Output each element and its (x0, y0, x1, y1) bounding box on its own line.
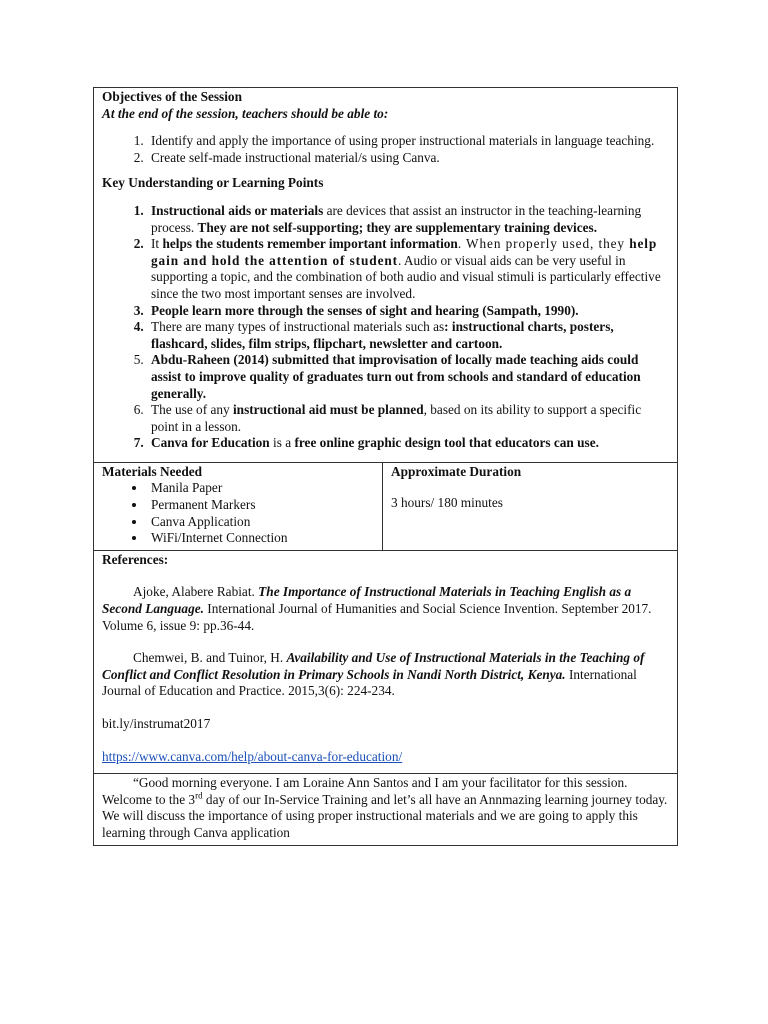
key-point-item: 5. Abdu-Raheen (2014) submitted that improvisation of locally made teaching aids could assist to improve quality of graduates turn out from schools and standard of education generally. (147, 352, 669, 402)
references-cell (94, 550, 678, 773)
materials-row (94, 462, 678, 550)
objective-item: 2. Create self-made instructional material/s using Canva. (147, 150, 669, 167)
material-item: • Canva Application (147, 514, 374, 531)
objectives-row (94, 88, 678, 463)
speech-cell (94, 774, 678, 845)
canva-education-link[interactable]: https://www.canva.com/help/about-canva-for-education/ (102, 748, 403, 764)
short-link: bit.ly/instrumat2017 (102, 716, 211, 731)
objectives-cell (94, 88, 678, 463)
key-point-item: 3. People learn more through the senses of sight and hearing (Sampath, 1990). (147, 303, 669, 320)
references-heading: References: (102, 551, 169, 567)
duration-heading: Approximate Duration (391, 463, 522, 479)
reference-entry: Chemwei, B. and Tuinor, H. Availability and Use of Instructional Materials in the Teaching of Conflict and Conflict Resolution in Primary Schools in Nandi North District, Kenya. International Journal of Education and Practice. 2015,3(6): 224-234. (102, 650, 645, 699)
key-points-heading: Key Understanding or Learning Points (102, 175, 324, 191)
materials-cell (94, 462, 383, 550)
reference-entry: Ajoke, Alabere Rabiat. The Importance of Instructional Materials in Teaching English as a Second Language. International Journal of Humanities and Social Science Invention. September 2017. Volume 6, issue 9: pp.36-44. (102, 584, 652, 633)
material-item: • Permanent Markers (147, 497, 374, 514)
lesson-plan-table (93, 87, 678, 846)
objectives-subheading: At the end of the session, teachers should be able to: (102, 105, 389, 121)
references-row (94, 550, 678, 773)
material-item: • Manila Paper (147, 480, 374, 497)
key-point-item: 2. It helps the students remember important information. When properly used, they help gain and hold the attention of student. Audio or visual aids can be very useful in supporting a topic, and the combination of both audio and visual stimuli is particularly effective since the two most important senses are involved. (147, 236, 669, 302)
key-point-item: 7. Canva for Education is a free online graphic design tool that educators can use. (147, 435, 669, 452)
materials-list (102, 480, 374, 546)
key-point-item: 1. Instructional aids or materials are devices that assist an instructor in the teaching-learning process. They are not self-supporting; they are supplementary training devices. (147, 203, 669, 236)
key-point-item: 4. There are many types of instructional materials such as: instructional charts, posters, flashcard, slides, film strips, flipchart, newsletter and cartoon. (147, 319, 669, 352)
duration-cell (383, 462, 678, 550)
objectives-heading: Objectives of the Session (102, 89, 242, 104)
objective-item: 1. Identify and apply the importance of using proper instructional materials in language teaching. (147, 133, 669, 150)
speech-row (94, 774, 678, 845)
duration-value: 3 hours/ 180 minutes (391, 495, 503, 511)
facilitator-speech: “Good morning everyone. I am Loraine Ann Santos and I am your facilitator for this session. Welcome to the 3rd day of our In-Service Training and let’s all have an Annmazing learning journey today. We will discuss the importance of using proper instructional materials and we are going to apply this learning through Canva application (102, 775, 668, 840)
key-points-list (102, 203, 669, 452)
key-point-item: 6. The use of any instructional aid must be planned, based on its ability to support a specific point in a lesson. (147, 402, 669, 435)
material-item: • WiFi/Internet Connection (147, 530, 374, 547)
objectives-list (102, 133, 669, 166)
materials-heading: Materials Needed (102, 463, 203, 479)
